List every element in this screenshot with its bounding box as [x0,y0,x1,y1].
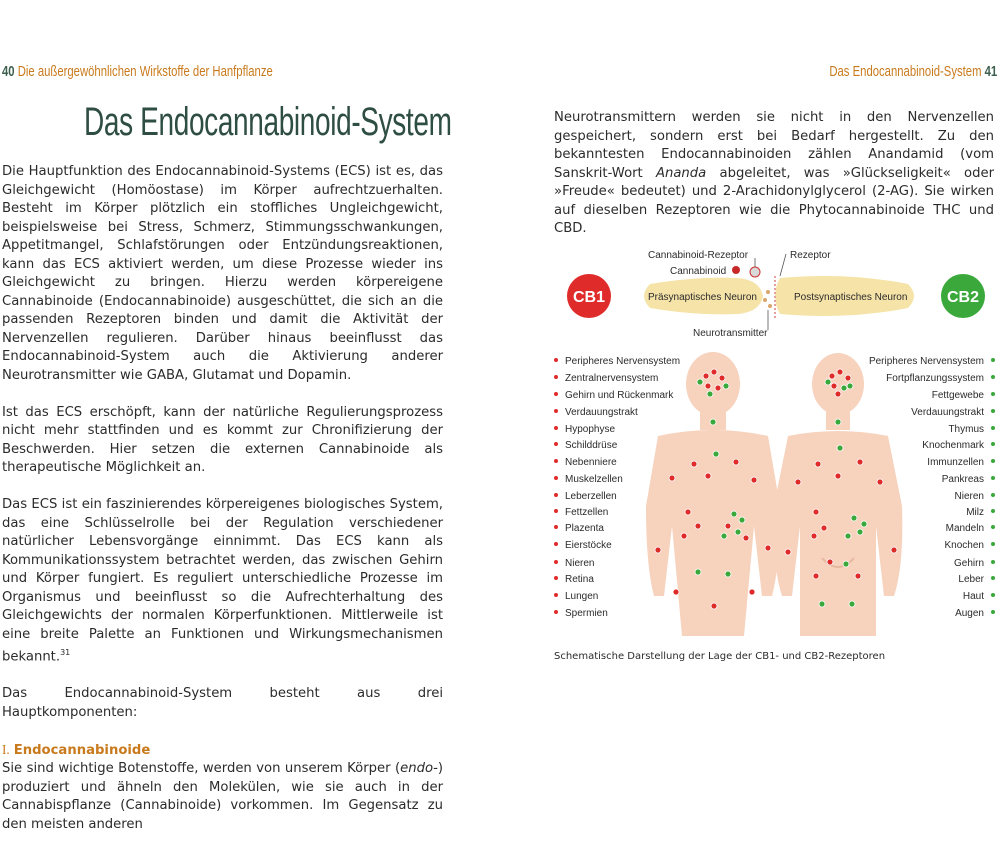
paragraph-text: Das ECS ist ein faszinierendes körpereigenes biologisches System, das eine Schlüsselrolle bei der Regulation verschiedener natürlicher Lebensvorgänge einnimmt. Das ECS kann als Kommunikationssystem betrachtet werden, das zwischen Gehirn und Körper fungiert. Es reguliert unterschiedliche Prozesse im Organismus und beeinflusst so die Aufrechterhaltung des Gleichgewichts der normalen Körperfunktionen. Mittlerweile ist eine breite Palette an Funktionen und Wirkungsmechanismen bekannt. [2,497,443,665]
figure-caption: Schematische Darstellung der Lage der CB1- und CB2-Rezeptoren [554,651,886,662]
receptor-dot [655,547,661,553]
receptor-dot [849,601,855,607]
cb2-location: Thymus [948,424,984,435]
receptor-icon [750,267,760,277]
cb2-location: Fettgewebe [931,390,984,401]
receptor-dot [855,573,861,579]
receptor-dot [673,589,679,595]
section-number: I. [2,741,10,757]
receptor-dot [845,533,851,539]
receptor-dot [705,383,711,389]
receptor-dot [725,571,731,577]
neurotransmitter-dot [766,290,770,294]
receptor-dot [829,373,835,379]
receptor-dot [825,379,831,385]
cb1-location: Lungen [565,591,599,602]
cb2-location: Haut [962,591,984,602]
cb2-badge-label: CB2 [946,289,980,306]
receptor-dot [837,445,843,451]
receptor-dot [813,573,819,579]
receptor-dot [749,589,755,595]
receptor-dot [837,369,843,375]
cb2-location: Nieren [954,491,984,502]
cb2-location: Augen [955,608,984,619]
cannabinoid-icon [732,266,740,274]
cb2-location: Milz [966,507,984,518]
cb1-location: Peripheres Nervensystem [565,356,681,367]
receptor-dot [695,523,701,529]
receptor-dot [711,369,717,375]
cb2-location: Knochenmark [922,440,984,451]
cb2-location: Pankreas [941,474,984,485]
paragraph-text: ) produziert und ähneln den Molekülen, wie sie auch in der Cannabispflanze (Cannabinoide) vorkommen. Im Gegensatz zu den meisten anderen [2,761,443,832]
receptor-dot [705,473,711,479]
cb1-location: Retina [565,574,594,585]
cb1-location: Zentralnervensystem [565,373,659,384]
receptor-dot [685,509,691,515]
receptor-dot [813,509,819,515]
receptor-dot [847,383,853,389]
receptor-dot [691,461,697,467]
receptor-dot [669,475,675,481]
receptor-dot [711,603,717,609]
receptor-dot [710,419,716,425]
receptor-dot [815,461,821,467]
paragraph [554,109,994,239]
receptor-dot [719,375,725,381]
neurotransmitter-dot [768,304,772,308]
cb1-location: Leberzellen [565,491,617,502]
receptor-dot [697,379,703,385]
cb1-badge-label: CB1 [572,289,606,306]
leader-line [780,254,786,276]
running-title-left: Die außergewöhnlichen Wirkstoffe der Hanfpflanze [17,64,273,80]
receptor-dot [819,601,825,607]
section-heading [2,741,443,761]
left-column [2,163,443,853]
receptor-dot [707,391,713,397]
cb2-location: Gehirn [953,558,984,569]
cb1-location: Verdauungstrakt [565,407,638,418]
receptor-dot [821,525,827,531]
receptor-dot [835,391,841,397]
receptor-dot [703,373,709,379]
page-number-right: 41 [984,64,997,80]
running-title-right: Das Endocannabinoid-System [829,64,982,80]
receptor-dot [845,375,851,381]
label-presynaptic: Präsynaptisches Neuron [648,292,757,303]
receptor-dot [751,477,757,483]
receptor-dot [857,459,863,465]
running-header-right [829,64,997,80]
receptor-dot [891,547,897,553]
label-neurotransmitter: Neurotransmitter [693,328,768,339]
cb2-location: Mandeln [945,523,984,534]
receptor-dot [835,473,841,479]
paragraph [2,496,443,667]
cb1-location: Spermien [565,608,608,619]
receptor-dot [795,479,801,485]
receptor-dot [723,383,729,389]
receptor-dot [735,529,741,535]
receptor-dot [715,385,721,391]
receptor-dot [811,533,817,539]
receptor-dot [725,523,731,529]
label-cannabinoid-receptor: Cannabinoid-Rezeptor [648,250,749,261]
receptor-dot [861,521,867,527]
paragraph: Das Endocannabinoid-System besteht aus drei Hauptkomponenten: [2,686,443,720]
cb2-location: Knochen [944,540,984,551]
receptor-dot [841,385,847,391]
paragraph-text: Sie sind wichtige Botenstoffe, werden von unserem Körper ( [2,761,401,777]
cb1-location: Fettzellen [565,507,609,518]
cb1-location: Plazenta [565,523,604,534]
page-title: Das Endocannabinoid-System [84,100,452,144]
cb1-location: Nebenniere [565,457,617,468]
emphasis: endo- [400,761,438,777]
receptor-dot [851,515,857,521]
receptor-dot [831,383,837,389]
cb2-location: Peripheres Nervensystem [868,356,984,367]
running-header-left [2,64,273,80]
cb1-location: Nieren [565,558,595,569]
cb1-location: Hypophyse [565,424,616,435]
synapse-diagram [644,250,914,339]
receptor-dot [857,529,863,535]
section-title: Endocannabinoide [13,742,151,758]
footnote-marker: 31 [60,648,71,657]
receptor-dot [681,533,687,539]
cb1-location: Schilddrüse [565,440,618,451]
cb1-location: Gehirn und Rückenmark [565,390,674,401]
right-column [554,109,994,257]
receptor-dot [843,561,849,567]
cb2-location: Immunzellen [927,457,984,468]
cb1-location: Eierstöcke [565,540,612,551]
receptor-figure [548,236,1000,636]
label-cannabinoid: Cannabinoid [670,266,727,277]
paragraph-text: abgeleitet, was »Glückseligkeit« oder »Freude« bedeutet) und 2-Arachidonylglycerol (2-AG). Sie wirken auf dieselben Rezeptoren wie die Phytocannabinoide THC und CBD. [554,165,994,236]
cb2-location: Leber [958,574,984,585]
neurotransmitter-dot [763,298,767,302]
label-postsynaptic: Postsynaptisches Neuron [794,292,908,303]
receptor-dot [733,459,739,465]
receptor-dot [835,419,841,425]
cb1-location: Muskelzellen [565,474,623,485]
cb2-location: Verdauungstrakt [911,407,984,418]
receptor-dot [731,511,737,517]
receptor-dot [743,535,749,541]
receptor-dot [695,569,701,575]
paragraph [2,760,443,834]
paragraph: Die Hauptfunktion des Endocannabinoid-Systems (ECS) ist es, das Gleichgewicht (Homöostase) im Körper aufrechtzuerhalten. Besteht im Körper plötzlich ein stoffliches Ungleichgewicht, beispielsweise bei Stress, Schmerz, Stimmungsschwankungen, Appetitmangel, Schlafstörungen oder Entzündungsreaktionen, kann das ECS aktiviert werden, um diese Prozesse wieder ins Gleichgewicht zu bringen. Hierzu werden körpereigene Cannabinoide (Endocannabinoide) ausgeschüttet, die sich an die passenden Rezeptoren binden und damit die Aktivität der Nervenzellen regulieren. Darüber hinaus beeinflusst das Endocannabinoid-System auch die Aktivierung anderer Neurotransmitter wie GABA, Glutamat und Dopamin. [2,164,443,383]
receptor-dot [739,517,745,523]
label-receptor: Rezeptor [790,250,831,261]
receptor-dot [877,479,883,485]
emphasis: Ananda [655,165,707,181]
paragraph-text: Neurotransmittern werden sie nicht in den Nervenzellen gespeichert, sondern erst bei Bedarf hergestellt. Zu den bekanntesten Endocannabinoiden zählen Anandamid (vom Sanskrit-Wort [554,110,994,181]
receptor-dot [713,451,719,457]
paragraph: Ist das ECS erschöpft, kann der natürliche Regulierungsprozess nicht mehr stattfinden und es kommt zur Chronifizierung der Beschwerden. Hier setzen die externen Cannabinoide als therapeutische Möglichkeit an. [2,404,443,475]
receptor-dot [827,559,833,565]
page-number-left: 40 [2,64,15,80]
receptor-dot [785,549,791,555]
receptor-dot [721,533,727,539]
receptor-dot [765,545,771,551]
cb2-location: Fortpflanzungssystem [886,373,984,384]
